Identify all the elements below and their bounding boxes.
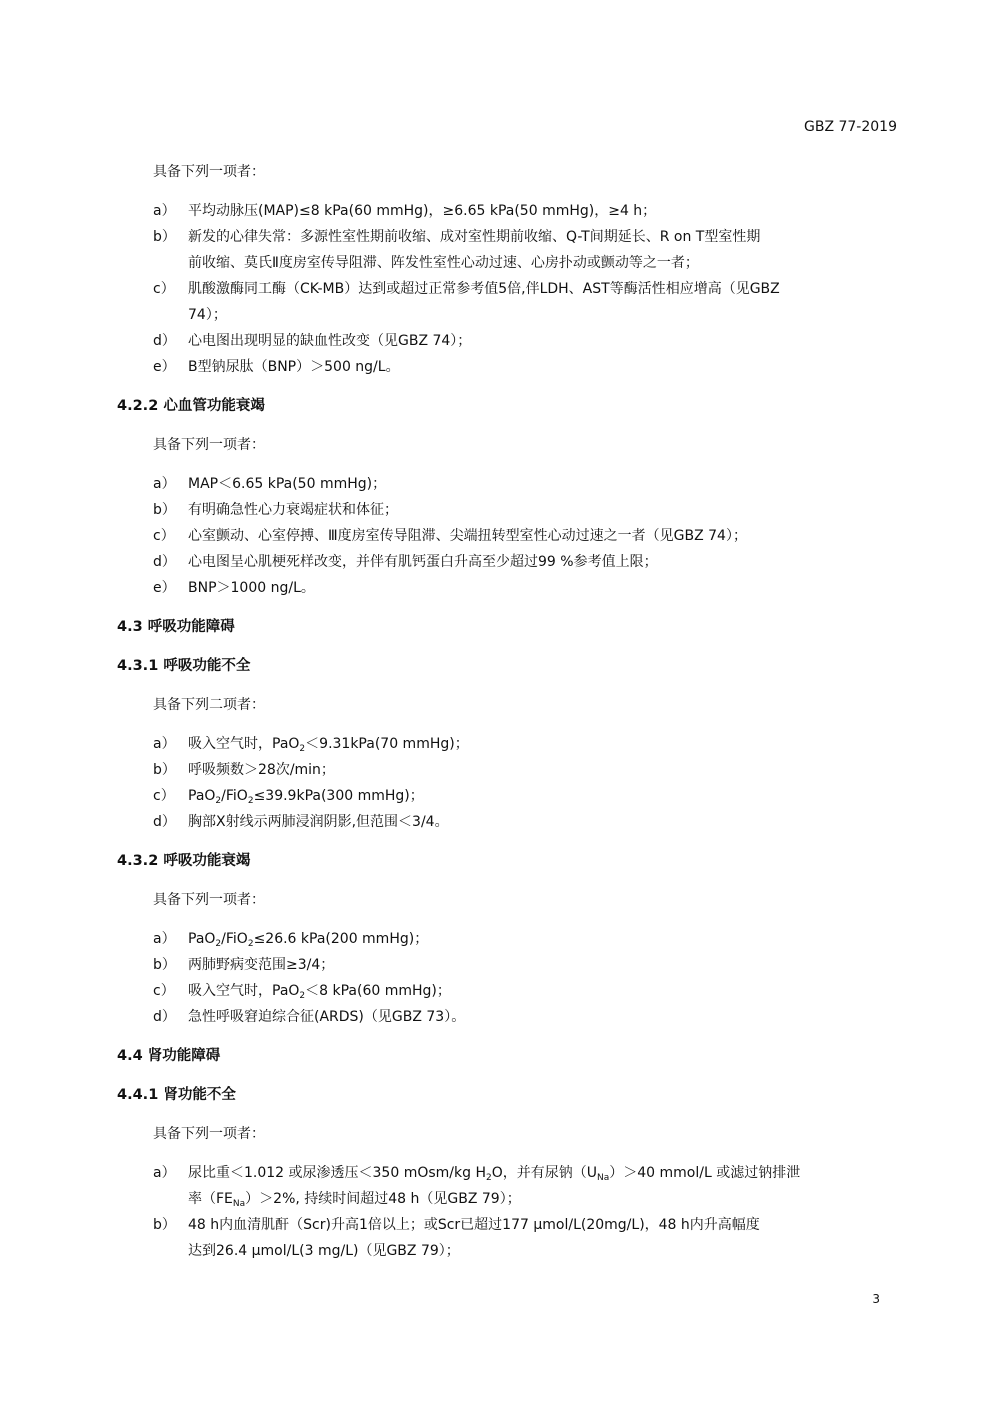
item-text: 吸入空气时，PaO [188, 736, 300, 752]
item-label: c） [153, 788, 175, 804]
item-continuation: 74）； [188, 307, 227, 323]
item-text: PaO [188, 931, 216, 947]
item-text: 新发的心律失常：多源性室性期前收缩、成对室性期前收缩、Q-T间期延长、R on T型室性期 [188, 229, 761, 245]
list-item [153, 929, 428, 954]
subscript: 2 [215, 939, 222, 949]
item-label: b） [153, 229, 176, 245]
intro-text: 具备下列二项者： [153, 697, 265, 713]
list-item [153, 786, 424, 811]
item-label: c） [153, 281, 175, 297]
item-text: /FiO [221, 788, 248, 804]
item-text: 心电图出现明显的缺血性改变（见GBZ 74）； [188, 333, 472, 349]
list-item [153, 578, 315, 598]
item-text: 肌酸激酶同工酶（CK-MB）达到或超过正常参考值5倍,伴LDH、AST等酶活性相应增高（见GBZ [188, 281, 780, 297]
list-item [153, 1007, 465, 1027]
section-heading: 4.3 呼吸功能障碍 [117, 619, 235, 635]
item-label: a） [153, 203, 176, 219]
item-text: 胸部X射线示两肺浸润阴影,但范围＜3/4。 [188, 814, 449, 830]
list-item [153, 812, 449, 832]
item-text: 急性呼吸窘迫综合征(ARDS)（见GBZ 73）。 [188, 1009, 466, 1025]
section-heading: 4.3.2 呼吸功能衰竭 [117, 853, 251, 869]
list-item [153, 1215, 760, 1235]
item-label: e） [153, 580, 176, 596]
item-label: c） [153, 983, 175, 999]
item-text: 率（FE [188, 1191, 233, 1207]
list-item [153, 474, 386, 494]
list-item [153, 279, 780, 299]
item-text: 48 h内血清肌酐（Scr)升高1倍以上；或Scr已超过177 μmol/L(20mg/L)，48 h内升高幅度 [188, 1217, 760, 1233]
item-text: BNP＞1000 ng/L。 [188, 580, 315, 596]
item-label: a） [153, 1165, 176, 1181]
item-text: ＜8 kPa(60 mmHg)； [305, 983, 451, 999]
page-number: 3 [872, 1292, 880, 1306]
item-continuation: 前收缩、莫氏Ⅱ度房室传导阻滞、阵发性室性心动过速、心房扑动或颤动等之一者； [188, 255, 699, 271]
item-text: /FiO [221, 931, 248, 947]
list-item [153, 981, 451, 1006]
item-text: ≤26.6 kPa(200 mmHg)； [253, 931, 429, 947]
subscript: 2 [299, 744, 306, 754]
item-continuation [188, 1189, 521, 1214]
item-label: a） [153, 736, 176, 752]
item-label: a） [153, 931, 176, 947]
item-label: d） [153, 814, 176, 830]
subscript: 2 [299, 991, 306, 1001]
list-item [153, 552, 658, 572]
item-text: ＜9.31kPa(70 mmHg)； [305, 736, 469, 752]
item-text: B型钠尿肽（BNP）＞500 ng/L。 [188, 359, 400, 375]
item-text: 尿比重＜1.012 或尿渗透压＜350 mOsm/kg H [188, 1165, 486, 1181]
subscript: 2 [215, 796, 222, 806]
list-item [153, 526, 747, 546]
item-text: ≤39.9kPa(300 mmHg)； [253, 788, 424, 804]
standard-code-header: GBZ 77-2019 [804, 119, 897, 135]
item-text: ）＞2%, 持续时间超过48 h（见GBZ 79）； [245, 1191, 521, 1207]
item-label: b） [153, 957, 176, 973]
subscript: 2 [247, 796, 254, 806]
list-item [153, 201, 656, 221]
intro-text: 具备下列一项者： [153, 892, 265, 908]
list-item [153, 955, 334, 975]
section-heading: 4.2.2 心血管功能衰竭 [117, 398, 265, 414]
item-label: b） [153, 1217, 176, 1233]
item-text: 两肺野病变范围≥3/4； [188, 957, 335, 973]
item-label: d） [153, 333, 176, 349]
list-item [153, 331, 471, 351]
item-label: b） [153, 502, 176, 518]
item-text: 平均动脉压(MAP)≤8 kPa(60 mmHg)，≥6.65 kPa(50 mmHg)，≥4 h； [188, 203, 657, 219]
list-item [153, 227, 760, 247]
item-text: 有明确急性心力衰竭症状和体征； [188, 502, 398, 518]
item-label: c） [153, 528, 175, 544]
item-label: a） [153, 476, 176, 492]
intro-text: 具备下列一项者： [153, 437, 265, 453]
subscript: 2 [247, 939, 254, 949]
item-text: 心电图呈心肌梗死样改变，并伴有肌钙蛋白升高至少超过99 %参考值上限； [188, 554, 658, 570]
item-text: ）＞40 mmol/L 或滤过钠排泄 [609, 1165, 801, 1181]
item-text: 呼吸频数＞28次/min； [188, 762, 335, 778]
list-item [153, 734, 469, 759]
subscript: Na [232, 1199, 246, 1209]
intro-text: 具备下列一项者： [153, 1126, 265, 1142]
section-heading: 4.4.1 肾功能不全 [117, 1087, 236, 1103]
list-item [153, 1163, 800, 1188]
intro-text: 具备下列一项者： [153, 164, 265, 180]
item-label: b） [153, 762, 176, 778]
item-label: d） [153, 1009, 176, 1025]
item-text: MAP＜6.65 kPa(50 mmHg)； [188, 476, 387, 492]
section-heading: 4.3.1 呼吸功能不全 [117, 658, 251, 674]
subscript: 2 [485, 1173, 492, 1183]
item-label: e） [153, 359, 176, 375]
list-item [153, 500, 398, 520]
item-continuation: 达到26.4 μmol/L(3 mg/L)（见GBZ 79）； [188, 1243, 460, 1259]
list-item [153, 357, 400, 377]
item-label: d） [153, 554, 176, 570]
subscript: Na [597, 1173, 610, 1183]
list-item [153, 760, 335, 780]
item-text: 心室颤动、心室停搏、Ⅲ度房室传导阻滞、尖端扭转型室性心动过速之一者（见GBZ 74）； [188, 528, 747, 544]
item-text: 吸入空气时，PaO [188, 983, 300, 999]
item-text: O，并有尿钠（U [491, 1165, 597, 1181]
section-heading: 4.4 肾功能障碍 [117, 1048, 221, 1064]
item-text: PaO [188, 788, 216, 804]
